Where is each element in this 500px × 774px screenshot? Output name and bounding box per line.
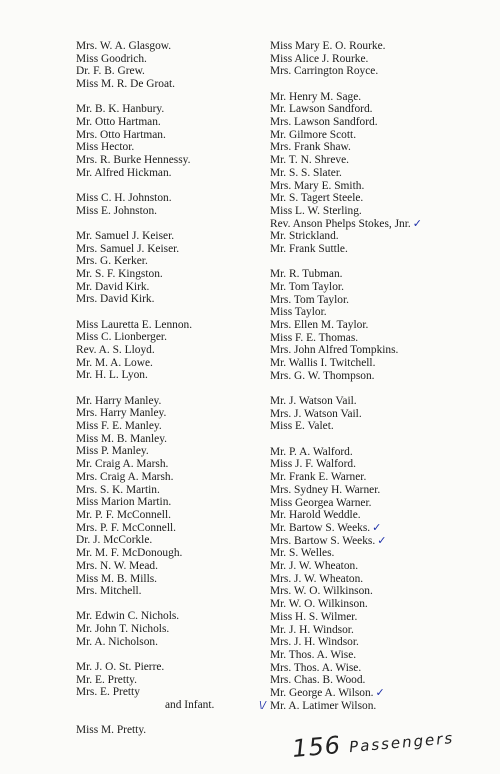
handwritten-passenger-count [291,721,455,763]
passenger-name: Mrs. Thos. A. Wise. [270,661,362,674]
passenger-name: Mr. P. F. McConnell. [76,509,171,521]
name-group [76,724,266,737]
name-group [76,40,266,91]
passenger-name: Mr. Thos. A. Wise. [270,648,357,661]
passenger-name: Mrs. Lawson Sandford. [270,116,378,129]
passenger-name: Mr. David Kirk. [76,280,150,293]
passenger-name: Mr. Edwin C. Nichols. [76,610,180,623]
passenger-name: Miss J. F. Walford. [270,458,356,471]
passenger-name: Mr. M. A. Lowe. [76,356,153,369]
passenger-name: Mr. Harold Weddle. [270,509,361,522]
passenger-name: Mrs. E. Pretty [76,686,140,699]
passenger-name: Mrs. Otto Hartman. [76,128,166,141]
passenger-name: Miss P. Manley. [76,445,149,458]
passenger-name: Miss F. E. Thomas. [270,331,359,344]
passenger-name: Mrs. J. H. Windsor. [270,636,359,649]
passenger-name: Mr. H. L. Lyon. [76,369,148,382]
passenger-name: Mr. Samuel J. Keiser. [76,229,175,242]
passenger-name: Mrs. Chas. B. Wood. [270,674,366,687]
passenger-name: Mr. Bartow S. Weeks. ✓ [270,520,382,534]
name-group [270,40,485,78]
name-group [270,91,485,256]
passenger-name: Mrs. Frank Shaw. [270,141,351,154]
passenger-name: Mrs. P. F. McConnell. [76,521,177,534]
name-group [76,661,266,712]
name-group [76,192,266,217]
passenger-name: Mrs. G. W. Thompson. [270,369,375,382]
passenger-name: Mr. M. F. McDonough. [76,547,183,560]
name-group [270,446,485,713]
passenger-name: Mrs. Harry Manley. [76,407,167,420]
passenger-name: Mr. A. Nicholson. [76,635,158,648]
passenger-name: Mr. E. Pretty. [76,673,137,686]
passenger-name: Mr. S. F. Kingston. [76,268,163,281]
name-group [76,230,266,306]
passenger-name: Miss H. S. Wilmer. [270,610,358,623]
passenger-name: Mr. R. Tubman. [270,268,343,281]
passenger-name: Mrs. David Kirk. [76,293,155,306]
passenger-name: Mrs. J. W. Wheaton. [270,572,364,585]
passenger-name: Mr. P. A. Walford. [270,445,353,458]
passenger-name: Miss Lauretta E. Lennon. [76,318,193,331]
passenger-name: Mrs. R. Burke Hennessy. [76,154,191,167]
passenger-name: Dr. F. B. Grew. [76,65,145,78]
passenger-name: Mrs. Mary E. Smith. [270,179,365,192]
passenger-name: Rev. A. S. Lloyd. [76,344,155,357]
check-mark-icon: ✓ [412,216,422,230]
passenger-name: Mr. S. S. Slater. [270,166,342,179]
passenger-name: Mrs. Mitchell. [76,585,142,598]
passenger-name: Miss C. Lionberger. [76,331,167,344]
passenger-name: Mr. Tom Taylor. [270,280,344,293]
passenger-name: Mr. J. Watson Vail. [270,395,357,408]
passenger-name: Mr. B. K. Hanbury. [76,103,165,116]
passenger-column-left [76,40,266,750]
passenger-name: Mrs. W. O. Wilkinson. [270,585,373,598]
passenger-name: Mrs. W. A. Glasgow. [76,40,172,52]
passenger-name: Mr. J. H. Windsor. [270,623,354,636]
name-group [270,395,485,433]
passenger-name: Miss Alice J. Rourke. [270,52,369,65]
passenger-name: Miss Hector. [76,141,135,154]
passenger-name: Mr. T. N. Shreve. [270,154,349,167]
passenger-name: Mrs. Samuel J. Keiser. [76,242,180,255]
passenger-name: Miss M. Pretty. [76,724,147,737]
passenger-name: Mr. Gilmore Scott. [270,128,357,141]
margin-check-mark: \/ [259,700,266,711]
passenger-name: Mr. S. Welles. [270,547,335,560]
passenger-name: Mr. George A. Wilson. ✓ [270,686,385,700]
check-mark-icon: ✓ [377,533,387,547]
passenger-name: Mr. Alfred Hickman. [76,166,172,179]
passenger-name: Mr. W. O. Wilkinson. [270,598,368,611]
passenger-name: Mrs. John Alfred Tompkins. [270,344,399,357]
name-group [76,103,266,179]
passenger-name: Mrs. Craig A. Marsh. [76,470,174,483]
passenger-name: Mr. Frank E. Warner. [270,471,367,484]
check-mark-icon: ✓ [375,686,385,700]
passenger-name: Mr. Harry Manley. [76,394,162,407]
passenger-name: Miss L. W. Sterling. [270,204,362,217]
passenger-column-right [270,40,485,725]
passenger-name: Miss Mary E. O. Rourke. [270,40,386,52]
handwritten-word: Passengers [348,728,455,757]
passenger-name: Mr. J. W. Wheaton. [270,560,359,573]
passenger-name: Mr. Craig A. Marsh. [76,458,169,471]
passenger-name: Rev. Anson Phelps Stokes, Jnr. ✓ [270,216,422,230]
passenger-name: Miss M. R. De Groat. [76,78,176,91]
passenger-name: Miss Georgea Warner. [270,496,372,509]
passenger-name: Miss M. B. Manley. [76,432,168,445]
passenger-name: Mr. Otto Hartman. [76,116,161,129]
passenger-name: Miss M. B. Mills. [76,572,158,585]
passenger-name: Mr. S. Tagert Steele. [270,192,364,205]
name-group [76,319,266,383]
check-mark-icon: ✓ [372,520,382,534]
passenger-name: Mrs. Sydney H. Warner. [270,483,381,496]
name-group [76,610,266,648]
passenger-name: Mrs. J. Watson Vail. [270,407,362,420]
passenger-name: Mrs. N. W. Mead. [76,559,158,572]
passenger-name: Miss E. Valet. [270,420,334,433]
handwritten-count: 156 [291,730,343,764]
passenger-name: Mr. Frank Suttle. [270,243,348,256]
passenger-name: Miss Marion Martin. [76,496,172,509]
passenger-name: Mrs. Carrington Royce. [270,65,379,78]
passenger-name: Miss Goodrich. [76,52,147,65]
passenger-name: Mr. Lawson Sandford. [270,103,373,116]
passenger-name: Mr. John T. Nichols. [76,623,170,636]
passenger-name: Mrs. Ellen M. Taylor. [270,319,369,332]
passenger-name: Mrs. S. K. Martin. [76,483,160,496]
passenger-name: Mrs. Bartow S. Weeks. ✓ [270,533,387,547]
passenger-name: Mr. A. Latimer Wilson. [270,699,377,712]
passenger-name: Miss F. E. Manley. [76,420,162,433]
name-group [270,268,485,382]
passenger-name: Dr. J. McCorkle. [76,534,153,547]
continuation-line: and Infant. [165,699,215,712]
passenger-name: Mrs. G. Kerker. [76,255,148,268]
passenger-name: Miss C. H. Johnston. [76,192,172,205]
passenger-name: Mr. Henry M. Sage. [270,90,362,103]
name-group [76,395,266,598]
passenger-name: Miss E. Johnston. [76,204,158,217]
passenger-name: Mrs. Tom Taylor. [270,293,349,306]
passenger-name: Mr. Wallis I. Twitchell. [270,357,376,370]
passenger-name: Mr. Strickland. [270,230,339,243]
passenger-name: Miss Taylor. [270,306,327,319]
passenger-name: Mr. J. O. St. Pierre. [76,661,165,674]
